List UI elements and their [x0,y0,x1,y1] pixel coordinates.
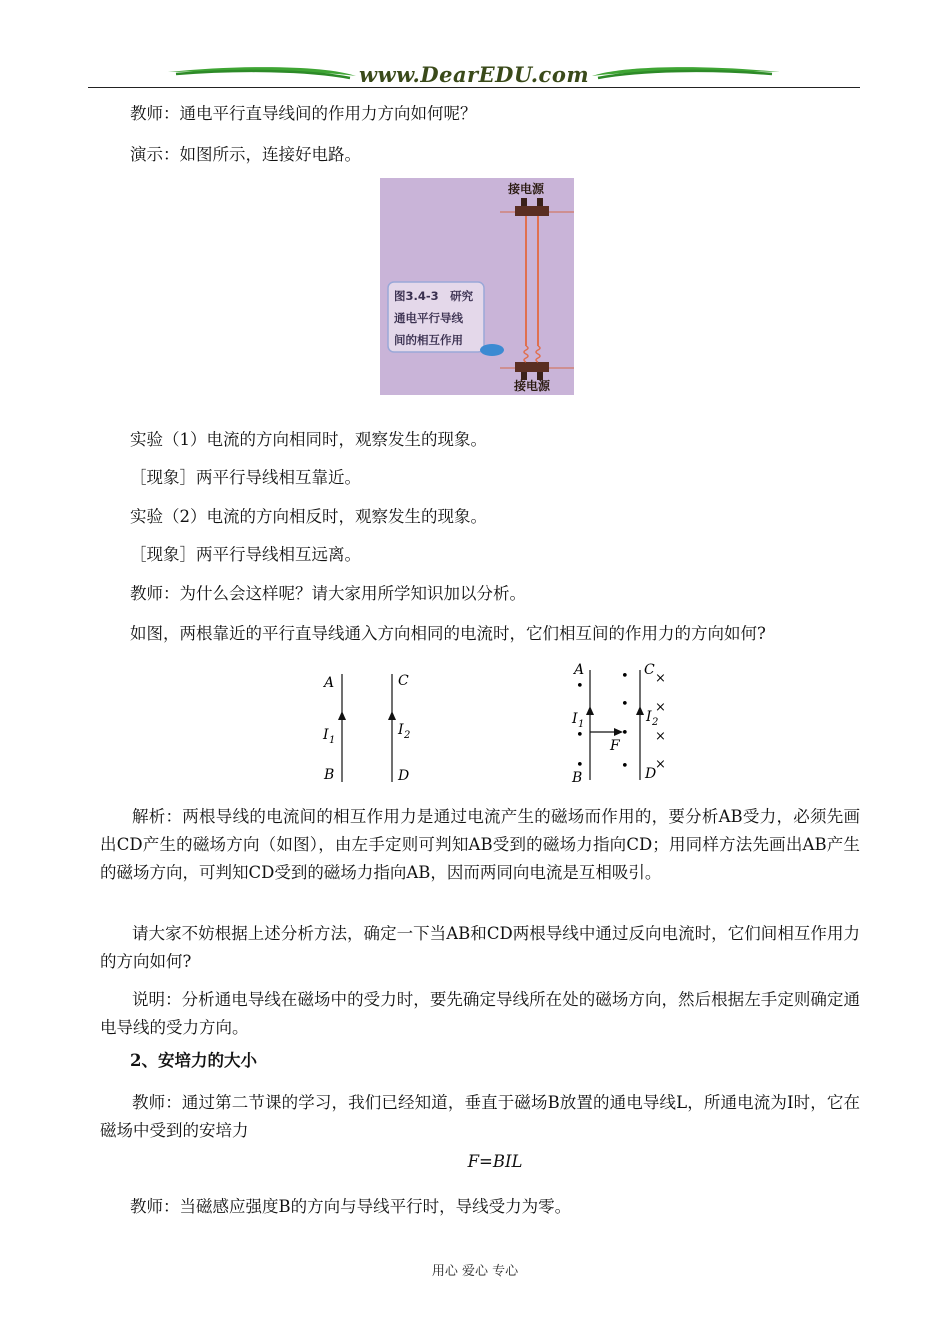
field-cross: × [655,671,666,686]
label-i1: I [323,727,329,743]
label-d: D [398,768,410,784]
field-dot: • [621,669,629,684]
label-i2: I [398,722,404,738]
photo-caption-line: 间的相互作用 [394,333,463,347]
paragraph: 如图，两根靠近的平行直导线通入方向相同的电流时，它们相互间的作用力的方向如何? [130,624,766,643]
header-divider [88,87,860,88]
label-b: B [324,767,335,783]
label-c: C [398,673,409,689]
label-force: F [610,738,620,754]
paragraph: ［现象］两平行导线相互靠近。 [130,468,361,487]
photo-bottom-label: 接电源 [513,379,551,393]
label-i2: I [646,709,652,725]
field-dot: • [576,758,584,773]
page-footer: 用心 爱心 专心 [431,1264,519,1279]
site-header [88,58,860,90]
field-dot: • [576,679,584,694]
photo-caption-line: 通电平行导线 [394,311,463,325]
question-paragraph: 请大家不妨根据上述分析方法，确定一下当AB和CD两根导线中通过反向电流时，它们间相互作用力的方向如何? [100,924,860,971]
formula: F=BIL [467,1152,523,1171]
magnetic-field-diagram [568,658,688,792]
label-i1: I [572,711,578,727]
note-paragraph: 说明：分析通电导线在磁场中的受力时，要先确定导线所在处的磁场方向，然后根据左手定则确定通电导线的受力方向。 [100,990,860,1037]
site-name[interactable]: www.DearEDU.com [358,62,590,87]
label-i2-sub: 2 [652,717,659,728]
field-cross: × [655,729,666,744]
field-dot: • [576,728,584,743]
field-dot: • [621,697,629,712]
label-i1-sub: 1 [578,719,585,730]
label-a: A [574,662,585,678]
label-i1-sub: 1 [329,735,336,746]
label-a: A [324,675,335,691]
field-cross: × [655,700,666,715]
photo-caption-line: 图3.4-3 研究 [394,289,474,303]
paragraph: 教师：通电平行直导线间的作用力方向如何呢？ [130,104,477,123]
paragraph: 实验（1）电流的方向相同时，观察发生的现象。 [130,430,487,449]
section-title: 2、安培力的大小 [130,1051,257,1070]
photo-top-label: 接电源 [507,182,545,196]
label-d: D [645,766,657,782]
analysis-paragraph: 解析：两根导线的电流间的相互作用力是通过电流产生的磁场而作用的，要分析AB受力，必须先画出CD产生的磁场方向（如图），由左手定则可判知AB受到的磁场力指向CD；用同样方法先画出AB产生的磁场方向，可判知CD受到的磁场力指向AB，因而两同向电流是互相吸引。 [100,807,860,882]
paragraph: ［现象］两平行导线相互远离。 [130,545,361,564]
label-i2-sub: 2 [404,730,411,741]
label-b: B [572,770,583,786]
paragraph: 教师：当磁感应强度B的方向与导线平行时，导线受力为零。 [130,1197,572,1216]
field-cross: × [655,757,666,772]
field-dot: • [621,759,629,774]
parallel-wires-diagram [318,664,428,793]
paragraph: 实验（2）电流的方向相反时，观察发生的现象。 [130,507,487,526]
label-c: C [644,662,655,678]
teacher-paragraph: 教师：通过第二节课的学习，我们已经知道，垂直于磁场B放置的通电导线L，所通电流为I时，它在磁场中受到的安培力 [100,1093,860,1140]
paragraph: 教师：为什么会这样呢？请大家用所学知识加以分析。 [130,584,526,603]
field-dot: • [621,726,629,741]
paragraph: 演示：如图所示，连接好电路。 [130,145,361,164]
experiment-photo [380,178,574,395]
